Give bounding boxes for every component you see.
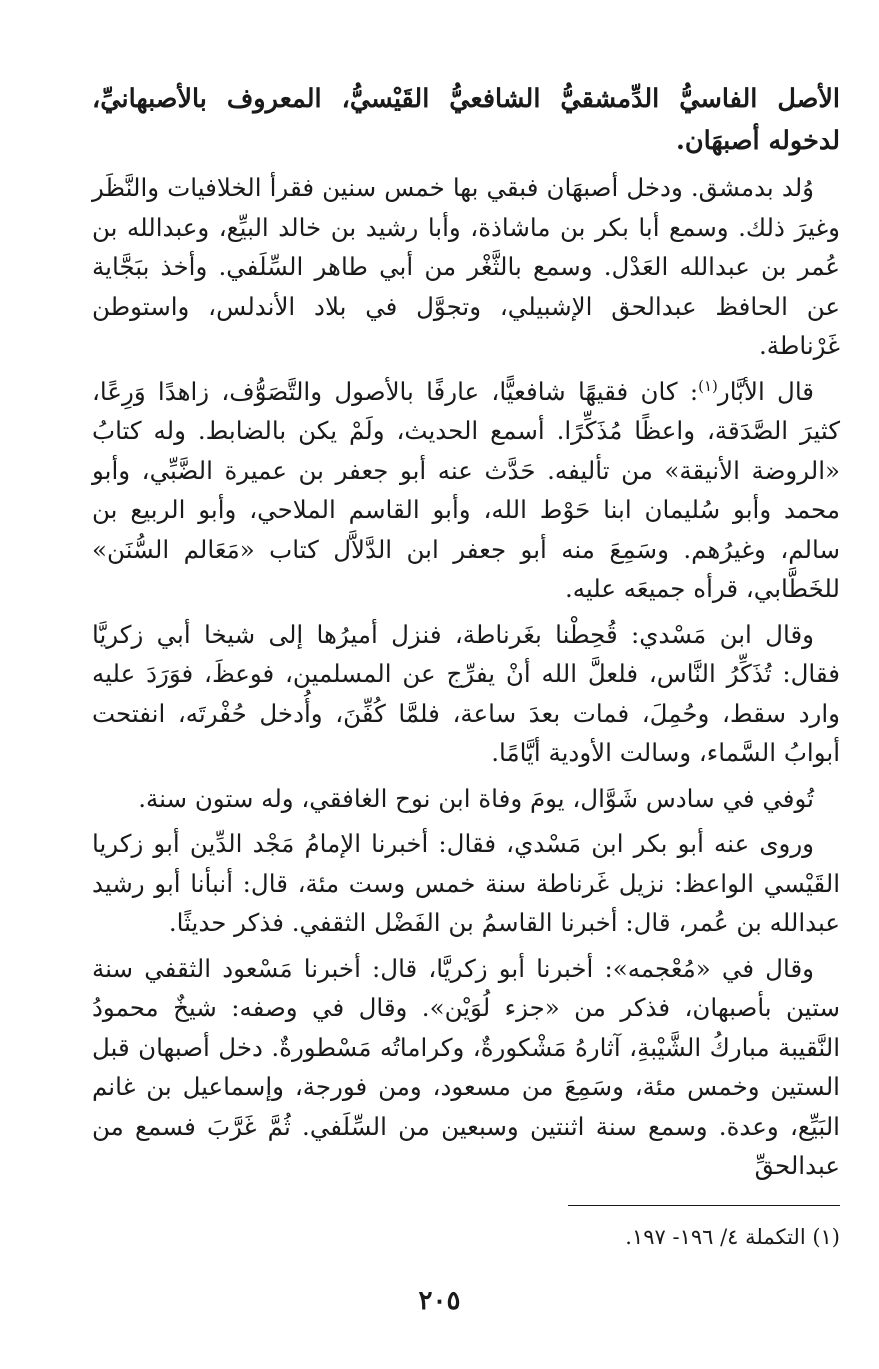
entry-heading: الأصل الفاسيُّ الدِّمشقيُّ الشافعيُّ القَيْسيُّ، المعروف بالأصبهانيِّ، لدخوله أصبهَان. bbox=[92, 84, 840, 156]
paragraph-al-abbar-quote: قال الأبَّار$^{(١)}$: كان فقيهًا شافعيًّا، عارفًا بالأصول والتَّصَوُّف، زاهدًا وَرِعًا، كثيرَ الصَّدَقة، واعظًا مُذَكِّرًا. أسمع الحديث، ولَمْ يكن بالضابط. وله كتابُ «الروضة الأنيقة» من تأليفه. حَدَّث عنه أبو جعفر بن عميرة الضَّبِّي، وأبو محمد وأبو سُليمان ابنا حَوْط الله، وأبو القاسم الملاحي، وأبو الربيع بن سالم، وغيرُهم. وسَمِعَ منه أبو جعفر ابن الدَّلاَّل كتاب «مَعَالم السُّنَن» للخَطَّابي، قرأه جميعَه عليه. bbox=[92, 376, 840, 603]
footnote-separator bbox=[568, 1205, 840, 1206]
paragraph-ibn-masdi-rain: وقال ابن مَسْدي: قُحِطْنا بغَرناطة، فنزل أميرُها إلى شيخا أبي زكريَّا فقال: تُذَكِّرُ النَّاس، فلعلَّ الله أنْ يفرِّج عن المسلمين، فوعظَ، فوَرَدَ عليه وارد سقط، وحُمِلَ، فمات بعدَ ساعة، فلمَّا كُفِّنَ، وأُدخل حُفْرتَه، انفتحت أبوابُ السَّماء، وسالت الأودية أيَّامًا. bbox=[92, 619, 840, 767]
footnote-reference: (١) bbox=[698, 376, 718, 395]
main-text bbox=[92, 78, 840, 1192]
page-number: ٢٠٥ bbox=[418, 1286, 461, 1316]
paragraph-birth-and-studies: وُلد بدمشق. ودخل أصبهَان فبقي بها خمس سنين فقرأ الخلافيات والنَّظَر وغيرَ ذلك. وسمع أبا بكر بن ماشاذة، وأبا رشيد بن خالد البيِّع، وعبدالله بن عُمر بن عبدالله العَدْل. وسمع بالثَّغْر من أبي طاهر السِّلَفي. وأخذ ببَجَّاية عن الحافظ عبدالحق الإشبيلي، وتجوَّل في بلاد الأندلس، واستوطن غَرْناطة. bbox=[92, 173, 840, 360]
quote-intro: قال الأبَّار bbox=[717, 376, 815, 406]
paragraph-narration: وروى عنه أبو بكر ابن مَسْدي، فقال: أخبرنا الإمامُ مَجْد الدِّين أبو زكريا القَيْسي الواعظ: نزيل غَرناطة سنة خمس وست مئة، قال: أنبأنا أبو رشيد عبدالله بن عُمر، قال: أخبرنا القاسمُ بن الفَضْل الثقفي. فذكر حديثًا. bbox=[92, 829, 840, 937]
paragraph-mujam: وقال في «مُعْجمه»: أخبرنا أبو زكريَّا، قال: أخبرنا مَسْعود الثقفي سنة ستين بأصبهان، فذكر من «جزء لُوَيْن». وقال في وصفه: شيخٌ محمودُ النَّقيبة مباركُ الشَّيْبةِ، آثارهُ مَشْكورةٌ، وكراماتُه مَسْطورةٌ. دخل أصبهان قبل الستين وخمس مئة، وسَمِعَ من مسعود، ومن فورجة، وإسماعيل بن غانم البَيِّع، وعدة. وسمع سنة اثنتين وسبعين من السِّلَفي. ثُمَّ غَرَّبَ فسمع من عبدالحقِّ bbox=[92, 953, 840, 1180]
footnote: (١) التكملة ٤/ ١٩٦- ١٩٧. bbox=[625, 1225, 840, 1249]
quote-body: كان فقيهًا شافعيًّا، عارفًا بالأصول والتَّصَوُّف، زاهدًا وَرِعًا، كثيرَ الصَّدَقة، واعظًا مُذَكِّرًا. أسمع الحديث، ولَمْ يكن بالضابط. وله كتابُ «الروضة الأنيقة» من تأليفه. حَدَّث عنه أبو جعفر بن عميرة الضَّبِّي، وأبو محمد وأبو سُليمان ابنا حَوْط الله، وأبو القاسم الملاحي، وأبو الربيع بن سالم، وغيرُهم. وسَمِعَ منه أبو جعفر ابن الدَّلاَّل كتاب «مَعَالم السُّنَن» للخَطَّابي، قرأه جميعَه عليه. bbox=[92, 376, 840, 603]
paragraph-death: تُوفي في سادس شَوَّال، يومَ وفاة ابن نوح الغافقي، وله ستون سنة. bbox=[138, 783, 814, 813]
